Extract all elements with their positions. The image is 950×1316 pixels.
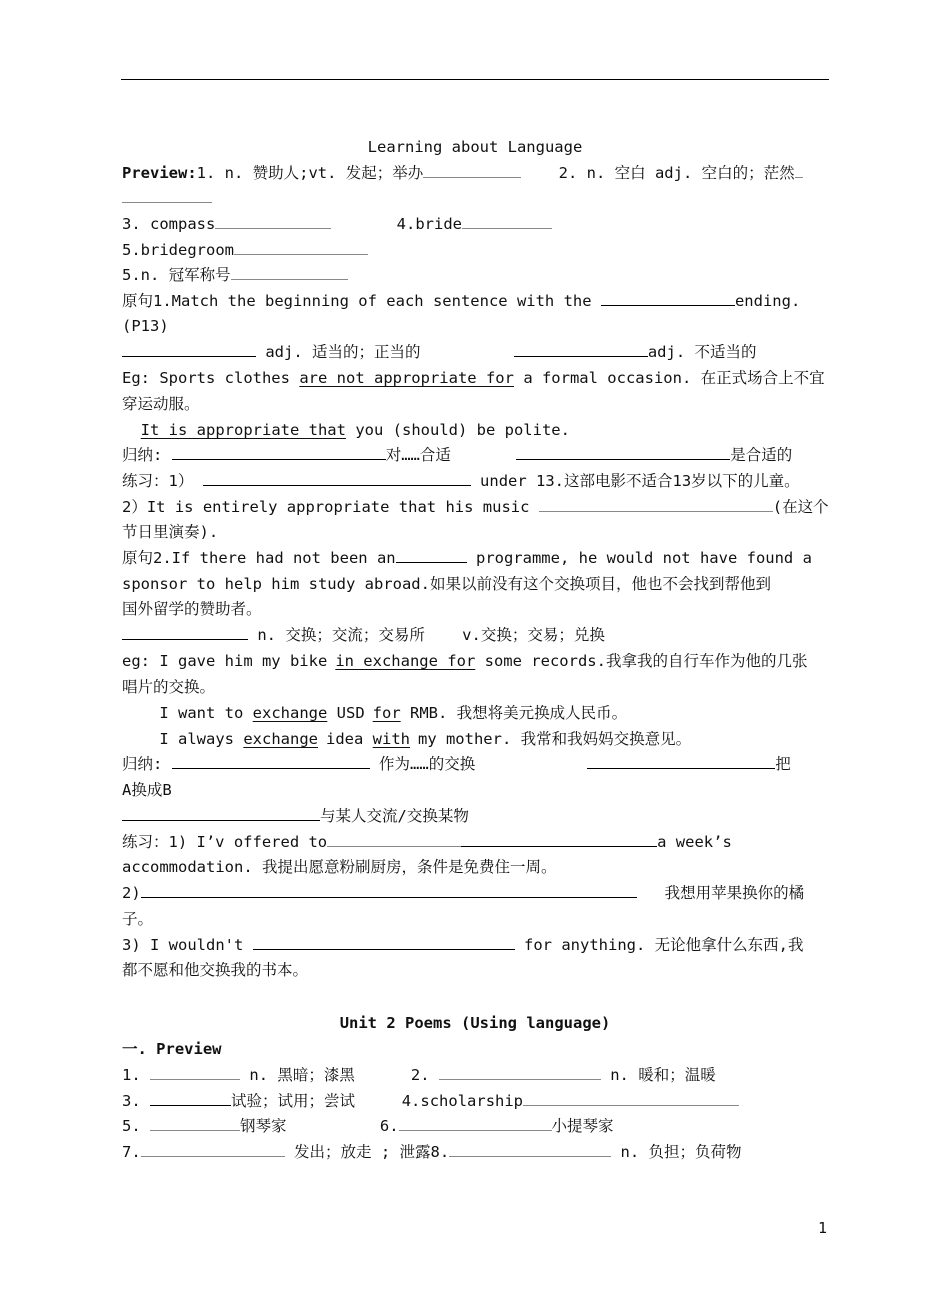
unit-row-4: 7. 发出；放走 ; 泄露8. n. 负担；负荷物 <box>122 1143 742 1161</box>
blank[interactable] <box>150 1116 240 1131</box>
s2-line-d: n. 交换；交流；交易所 v.交换；交易；兑换 <box>122 625 605 645</box>
blank[interactable] <box>122 625 248 640</box>
blank[interactable] <box>172 754 370 769</box>
s1-exercise-2: 2）It is entirely appropriate that his music (在这个 <box>122 498 829 516</box>
s1-exercise-1: 练习：1） under 13.这部电影不适合13岁以下的儿童。 <box>122 472 800 490</box>
preview-line-4: 5.n. 冠军称号 <box>122 265 348 285</box>
s1-line-d: adj. 适当的；正当的 adj. 不适当的 <box>122 342 757 362</box>
blank[interactable] <box>795 163 803 178</box>
page-number: 1 <box>818 1219 828 1237</box>
blank[interactable] <box>601 291 735 306</box>
preview-line-1-cont <box>122 188 212 208</box>
s1-line-a: 原句1.Match the beginning of each sentence with the ending. <box>122 292 801 310</box>
s2-line-c: 国外留学的赞助者。 <box>122 600 262 618</box>
s2-line-b: sponsor to help him study abroad.如果以前没有这个交换项目，他也不会找到帮他到 <box>122 575 771 593</box>
blank[interactable] <box>122 188 212 203</box>
s1-summary: 归纳: 对……合适 是合适的 <box>122 446 793 464</box>
unit-title: Unit 2 Poems (Using language) <box>339 1014 611 1032</box>
s2-summary: 归纳: 作为……的交换 把 <box>122 755 791 773</box>
section-title: Learning about Language <box>367 138 583 156</box>
blank[interactable] <box>539 497 773 512</box>
blank[interactable] <box>514 342 648 357</box>
unit-preview-heading: 一. Preview <box>122 1040 222 1058</box>
s2-eg-1: eg: I gave him my bike in exchange for some records.我拿我的自行车作为他的几张 <box>122 652 808 670</box>
blank[interactable] <box>141 1142 285 1157</box>
blank[interactable] <box>234 240 368 255</box>
s2-eg-3: I always exchange idea with my mother. 我常和我妈妈交换意见。 <box>159 730 692 748</box>
blank[interactable] <box>150 1091 231 1106</box>
s1-eg-1: Eg: Sports clothes are not appropriate for a formal occasion. 在正式场合上不宜 <box>122 369 825 387</box>
blank[interactable] <box>461 832 657 847</box>
blank[interactable] <box>150 1065 240 1080</box>
blank[interactable] <box>449 1142 611 1157</box>
blank[interactable] <box>203 471 471 486</box>
unit-row-1: 1. n. 黑暗；漆黑 2. n. 暖和；温暖 <box>122 1066 716 1084</box>
blank[interactable] <box>396 548 467 563</box>
s2-exercise-2-cont: 子。 <box>122 910 154 928</box>
s1-line-c: (P13) <box>122 317 169 335</box>
s1-eg-2: 穿运动服。 <box>122 395 200 413</box>
s1-eg-3: It is appropriate that you (should) be polite. <box>140 421 570 439</box>
blank[interactable] <box>462 214 552 229</box>
unit-row-2: 3. 试验；试用；尝试 4.scholarship <box>122 1091 739 1111</box>
s2-summary-cont: A换成B <box>122 781 172 799</box>
blank[interactable] <box>423 163 521 178</box>
s2-line-a: 原句2.If there had not been an programme, he would not have found a <box>122 549 812 567</box>
preview-line-3: 5.bridegroom <box>122 240 368 260</box>
blank[interactable] <box>122 806 320 821</box>
preview-line-2: 3. compass 4.bride <box>122 214 552 234</box>
s2-exercise-1: 练习：1) I’v offered to a week’s <box>122 833 732 851</box>
s2-eg-2: I want to exchange USD for RMB. 我想将美元换成人民币。 <box>159 704 628 722</box>
blank[interactable] <box>141 883 637 898</box>
blank[interactable] <box>172 445 386 460</box>
s2-eg-1-cont: 唱片的交换。 <box>122 678 216 696</box>
preview-label: Preview: <box>122 164 197 182</box>
preview-line-1: Preview:1. n. 赞助人;vt. 发起；举办 2. n. 空白 adj. 空白的；茫然 <box>122 163 803 183</box>
blank[interactable] <box>122 342 256 357</box>
blank[interactable] <box>523 1091 739 1106</box>
blank[interactable] <box>587 754 775 769</box>
blank[interactable] <box>327 832 461 847</box>
s2-exercise-2: 2) 我想用苹果换你的橘 <box>122 884 805 902</box>
unit-row-3: 5. 钢琴家 6. 小提琴家 <box>122 1117 614 1135</box>
blank[interactable] <box>253 935 515 950</box>
s2-exercise-1-cont: accommodation. 我提出愿意粉刷厨房，条件是免费住一周。 <box>122 858 557 876</box>
blank[interactable] <box>399 1116 552 1131</box>
blank[interactable] <box>231 265 348 280</box>
s1-exercise-2-cont: 节日里演奏). <box>122 523 219 541</box>
s2-summary-2: 与某人交流/交换某物 <box>122 806 469 826</box>
s2-exercise-3-cont: 都不愿和他交换我的书本。 <box>122 961 309 979</box>
s2-exercise-3: 3) I wouldn't for anything. 无论他拿什么东西,我 <box>122 936 804 954</box>
blank[interactable] <box>516 445 730 460</box>
blank[interactable] <box>215 214 331 229</box>
header-rule <box>121 79 829 80</box>
blank[interactable] <box>439 1065 601 1080</box>
